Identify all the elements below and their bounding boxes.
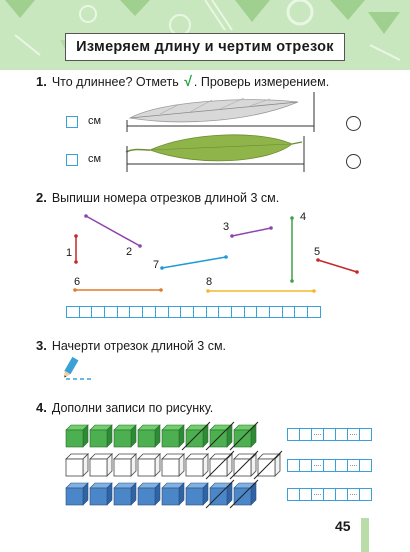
task-1-number: 1.	[36, 74, 47, 89]
segment-6	[73, 288, 163, 292]
record-box-row-2[interactable]	[287, 459, 371, 472]
record-box-row-1[interactable]	[287, 428, 371, 441]
segment-2	[84, 214, 142, 248]
task-3-heading	[36, 338, 226, 353]
blue-cube-row	[66, 480, 258, 508]
white-cube-row	[66, 451, 282, 479]
check-mark-icon: √	[184, 73, 192, 89]
segment-1	[74, 234, 78, 264]
dots-placeholder-2: ....	[347, 459, 360, 472]
segment-label-2: 2	[126, 246, 133, 258]
unit-cm-1: см	[88, 115, 102, 127]
dots-placeholder: ....	[311, 428, 324, 441]
task-3-text: Начерти отрезок длиной 3 см.	[51, 339, 227, 353]
record-box-row-3[interactable]	[287, 488, 371, 501]
segment-label-6: 6	[74, 276, 81, 288]
pencil-icon	[58, 355, 108, 385]
segment-7	[160, 255, 228, 270]
green-cube-row	[66, 422, 258, 450]
task-4-text: Дополни записи по рисунку.	[51, 401, 214, 415]
task-1-text-before: Что длиннее? Отметь	[51, 75, 179, 89]
dots-placeholder: ....	[311, 488, 324, 501]
task-2-text: Выпиши номера отрезков длиной 3 см.	[51, 191, 280, 205]
segment-8	[206, 289, 316, 293]
task-2-number: 2.	[36, 190, 47, 205]
task-4-number: 4.	[36, 400, 47, 415]
segment-4	[290, 216, 294, 283]
unit-cm-2: см	[88, 153, 102, 165]
dots-placeholder-2: ....	[347, 428, 360, 441]
page-title: Измеряем длину и чертим отрезок	[65, 33, 345, 61]
page-number: 45	[335, 518, 351, 534]
dots-placeholder: ....	[311, 459, 324, 472]
answer-cells-row[interactable]	[66, 306, 320, 318]
task-3-number: 3.	[36, 338, 47, 353]
segment-label-5: 5	[314, 246, 321, 258]
segment-3	[230, 226, 273, 238]
segment-label-7: 7	[153, 259, 160, 271]
cubes-drawing	[0, 420, 290, 510]
page-number-bar	[361, 518, 369, 552]
task-1-text-after: . Проверь измерением.	[193, 75, 330, 89]
segment-label-8: 8	[206, 276, 213, 288]
segment-label-3: 3	[223, 221, 230, 233]
segment-label-1: 1	[66, 247, 73, 259]
segment-5	[316, 258, 359, 274]
dots-placeholder-2: ....	[347, 488, 360, 501]
task-4-heading	[36, 400, 213, 415]
segment-label-4: 4	[300, 211, 307, 223]
